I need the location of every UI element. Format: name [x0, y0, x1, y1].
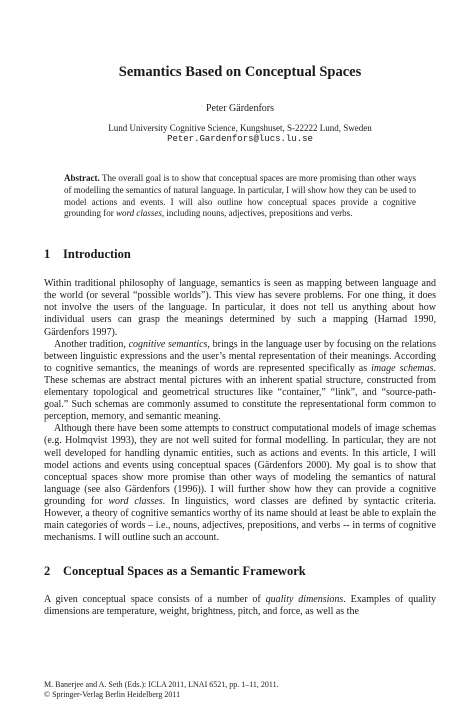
copyright-line: © Springer-Verlag Berlin Heidelberg 2011 — [44, 690, 181, 699]
intro-paragraph-2 — [44, 339, 436, 424]
section-number: 2 — [44, 564, 51, 579]
paragraph-text: A given conceptual space consists of a number of — [44, 594, 266, 606]
intro-paragraph-3 — [44, 423, 436, 544]
section2-paragraph-1 — [44, 594, 436, 618]
paper-title: Semantics Based on Conceptual Spaces — [118, 64, 362, 80]
paragraph-text: Although there have been some attempts to construct computational models of image schemas (e.g. Holmqvist 1993), they are not well suited for formal modelling. In particular, they are not well developed for handling dynamic entities, such as actions and events. In this article, I will model actions and events using conceptual spaces (Gärdenfors 2000). My goal is to show that conceptual spaces show more promise than other ways of modeling the semantics of natural language (see also Gärdenfors (1996)). I will further show how they can provide a cognitive grounding for — [44, 423, 436, 507]
section-title: Conceptual Spaces as a Semantic Framework — [63, 564, 306, 579]
abstract-text: The overall goal is to show that conceptual spaces are more promising than other ways of modelling the semantics of natural language. In particular, I will show how they can be used to model actions and events. I will also outline how conceptual spaces provide a cognitive grounding for — [64, 173, 416, 219]
author-email: Peter.Gardenfors@lucs.lu.se — [167, 134, 313, 144]
abstract-text-end: , including nouns, adjectives, prepositions and verbs. — [161, 208, 353, 219]
emphasis-image-schemas: image schemas — [371, 362, 434, 374]
abstract-emphasis: word classes — [116, 208, 162, 219]
page-footer — [44, 680, 279, 700]
author-name: Peter Gärdenfors — [205, 103, 275, 114]
emphasis-word-classes: word classes — [108, 495, 163, 507]
emphasis-cognitive-semantics: cognitive semantics — [128, 338, 208, 350]
citation-line: M. Banerjee and A. Seth (Eds.): ICLA 2011, LNAI 6521, pp. 1–11, 2011. — [44, 680, 279, 689]
paragraph-text: . Examples of quality dimensions are temperature, weight, brightness, pitch, and force, as well as the — [44, 594, 436, 618]
abstract — [64, 173, 416, 220]
intro-paragraph-1: Within traditional philosophy of language, semantics is seen as mapping between language and the world (or several “possible worlds”). This view has severe problems. For one thing, it does not involve the users of the language. In particular, it does not tell us anything about how individual users can grasp the meanings determined by such a mapping (Harnad 1990, Gärdenfors 1997). — [44, 278, 436, 338]
section-heading-introduction — [44, 247, 436, 262]
paragraph-text: , brings in the language user by focusing on the relations between linguistic expressions and the user’s mental representation of their meanings. According to cognitive semantics, the meanings of words are represented specifically as — [44, 338, 436, 374]
emphasis-quality-dimensions: quality dimensions — [265, 594, 344, 606]
abstract-label: Abstract. — [64, 173, 100, 183]
author-affiliation: Lund University Cognitive Science, Kungshuset, S-22222 Lund, Sweden — [108, 123, 372, 133]
section-number: 1 — [44, 247, 51, 262]
paragraph-text: . In linguistics, word classes are defined by syntactic criteria. However, a theory of cognitive semantics worthy of its name should at least be able to explain the main categories of words – i.e., nouns, adjectives, prepositions, and verbs -- in terms of cognitive mechanisms. I will outline such an account. — [44, 495, 436, 544]
section-title: Introduction — [63, 247, 131, 262]
section-heading-conceptual-spaces — [44, 564, 436, 579]
paragraph-text: . These schemas are abstract mental pictures with an inherent spatial structure, constructed from elementary topological and geometrical structures like “container,” “link”, and “source-path-goal.” Such schemas are commonly assumed to constitute the representational form common to perception, memory, and semantic meaning. — [44, 362, 436, 423]
paragraph-text: Another tradition, — [54, 338, 129, 350]
